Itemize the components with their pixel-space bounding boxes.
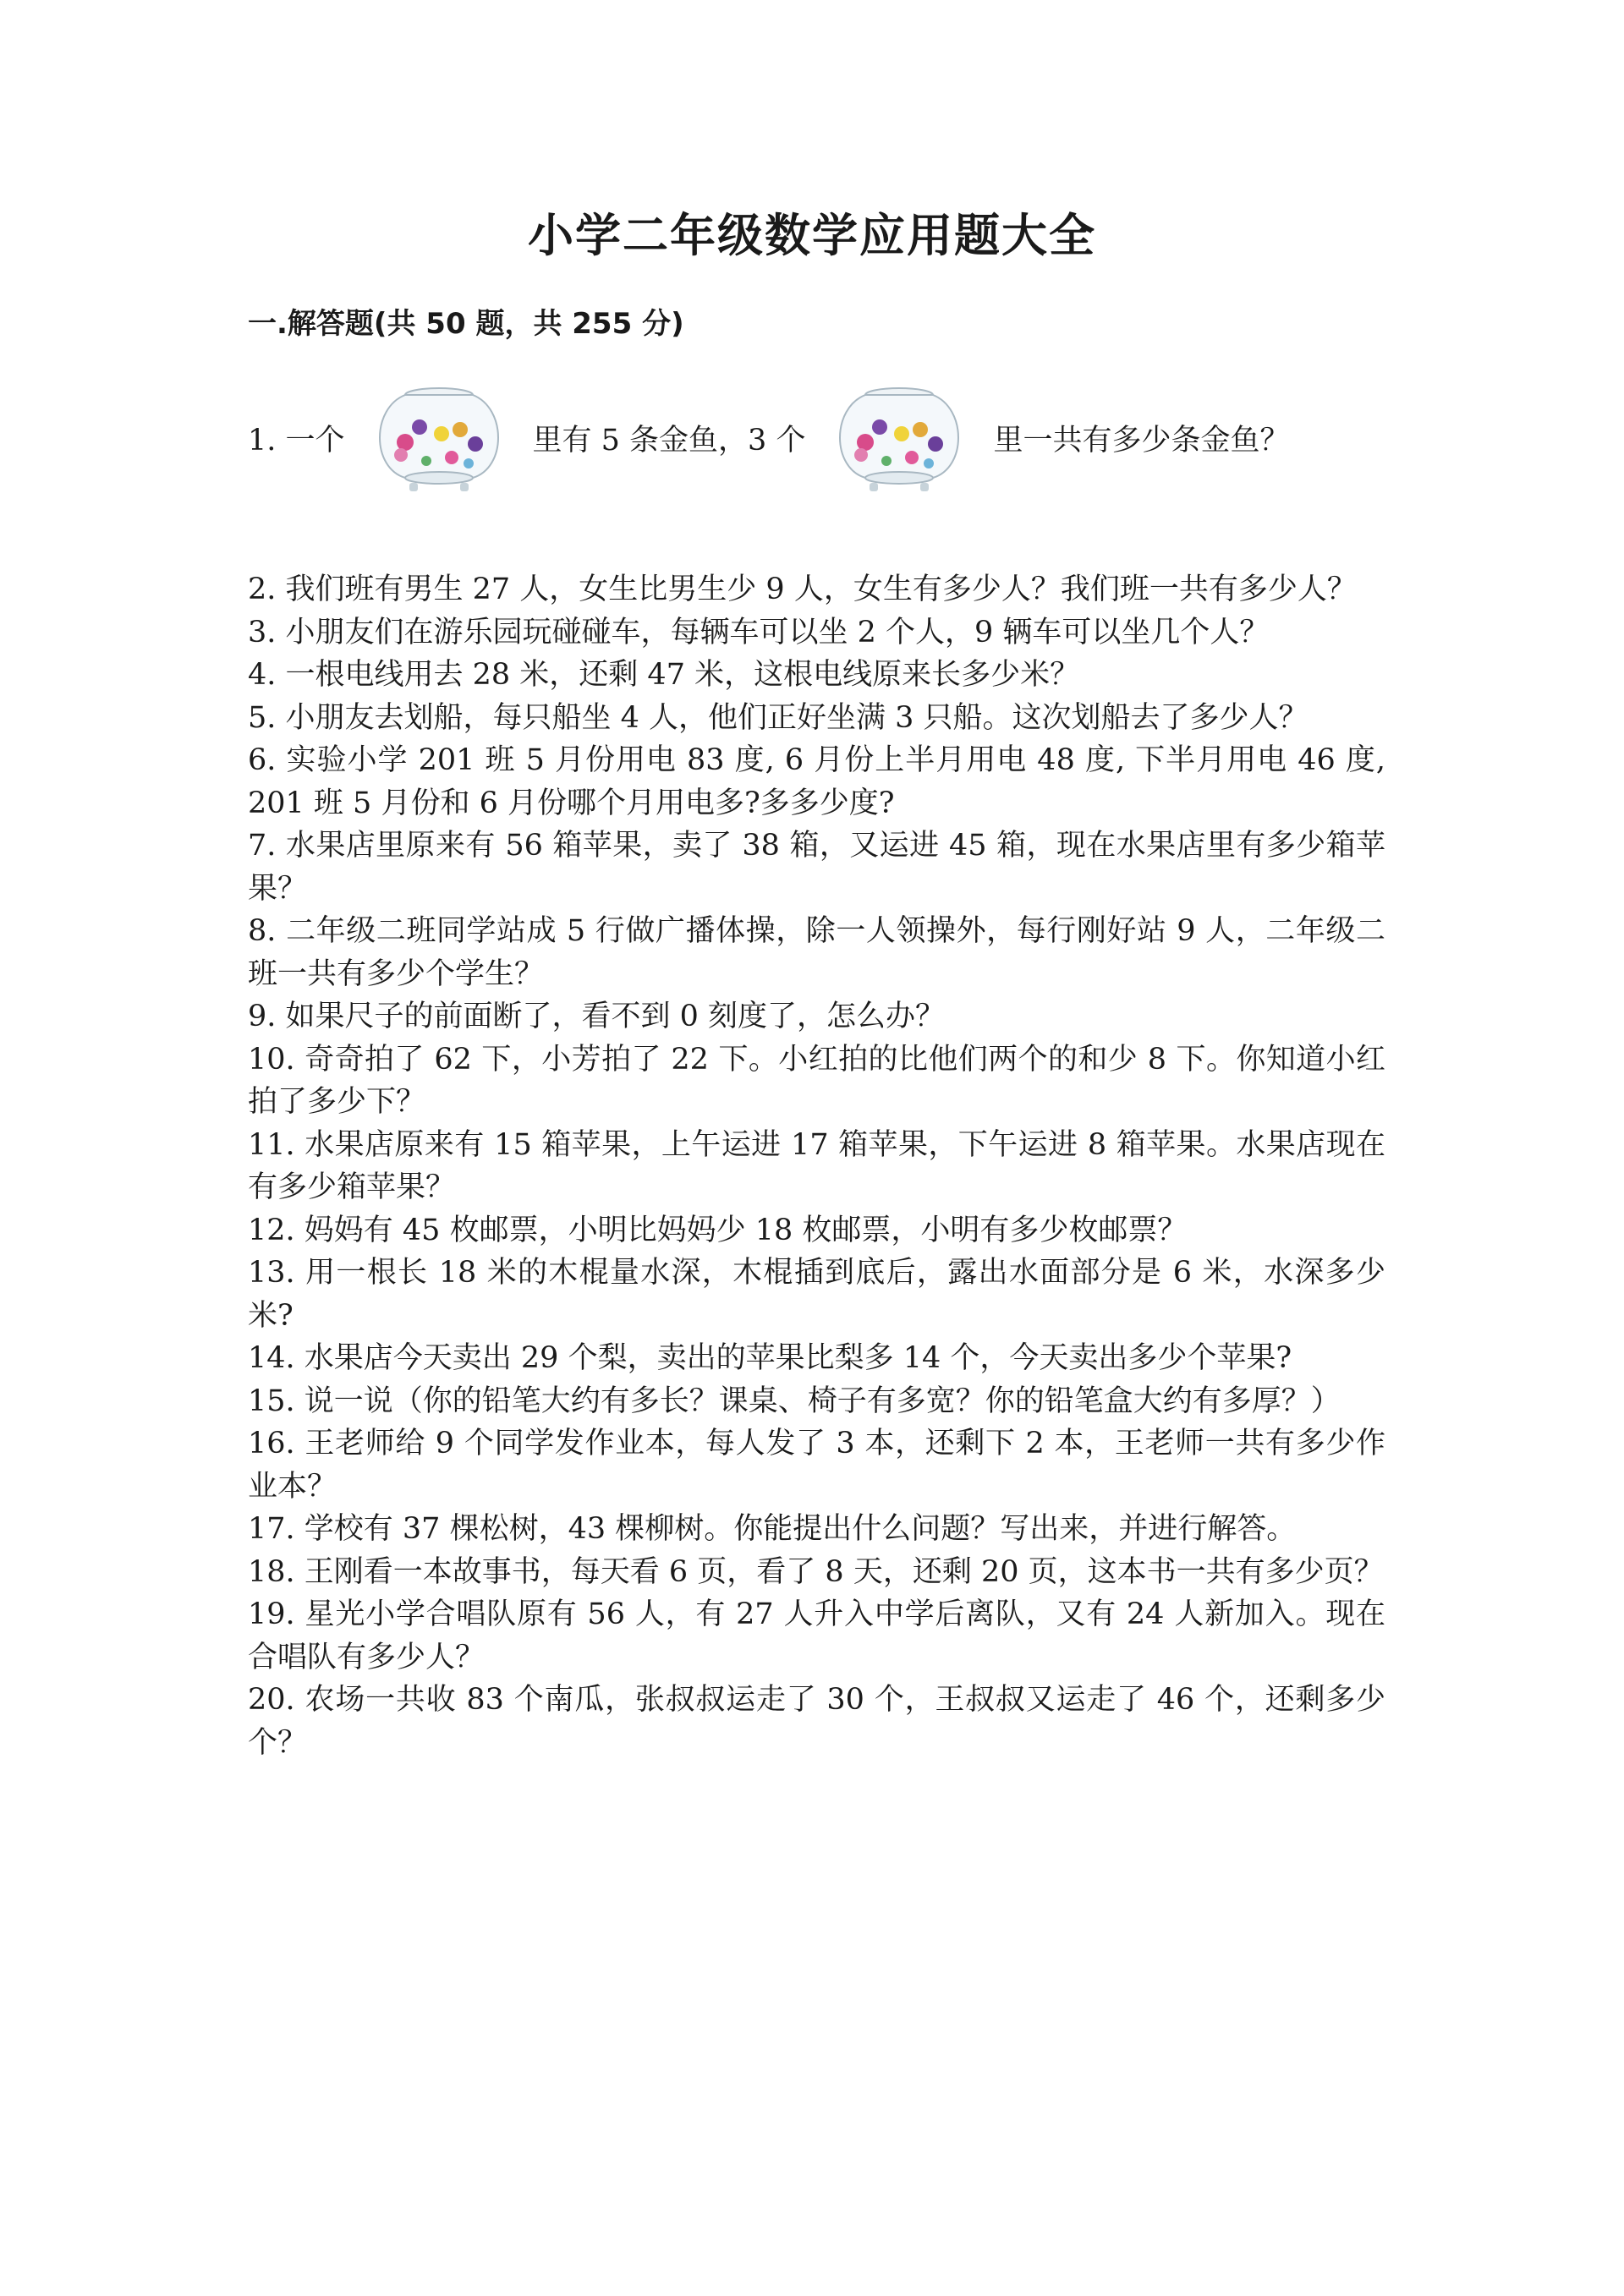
question-item: 11. 水果店原来有 15 箱苹果，上午运进 17 箱苹果，下午运进 8 箱苹果。水果店现在有多少箱苹果？ [248,1127,1385,1204]
question-item: 8. 二年级二班同学站成 5 行做广播体操，除一人领操外，每行刚好站 9 人，二年级二班一共有多少个学生？ [248,914,1385,991]
fishbowl-icon [367,383,511,493]
question-item: 6. 实验小学 201 班 5 月份用电 83 度, 6 月份上半月用电 48 度, 下半月用电 46 度, 201 班 5 月份和 6 月份哪个月用电多?多多少度? [248,743,1385,820]
question-item: 14. 水果店今天卖出 29 个梨，卖出的苹果比梨多 14 个，今天卖出多少个苹果? [248,1341,1292,1375]
question-item: 10. 奇奇拍了 62 下，小芳拍了 22 下。小红拍的比他们两个的和少 8 下。你知道小红拍了多少下？ [248,1042,1385,1119]
question-item: 16. 王老师给 9 个同学发作业本，每人发了 3 本，还剩下 2 本，王老师一共有多少作业本？ [248,1427,1385,1504]
question-item: 12. 妈妈有 45 枚邮票，小明比妈妈少 18 枚邮票，小明有多少枚邮票？ [248,1213,1188,1247]
question-1-text-middle: 里有 5 条金鱼，3 个 [532,424,806,458]
question-item: 7. 水果店里原来有 56 箱苹果，卖了 38 箱，又运进 45 箱，现在水果店里有多少箱苹果？ [248,829,1385,906]
section-heading: 一.解答题(共 50 题，共 255 分) [248,307,684,341]
question-item: 3. 小朋友们在游乐园玩碰碰车，每辆车可以坐 2 个人，9 辆车可以坐几个人？ [248,615,1270,649]
question-1 [248,379,1390,497]
question-1-text-start: 1. 一个 [248,424,345,458]
question-list [248,568,1385,1764]
question-item: 5. 小朋友去划船，每只船坐 4 人，他们正好坐满 3 只船。这次划船去了多少人？ [248,700,1309,735]
question-item: 13. 用一根长 18 米的木棍量水深，木棍插到底后，露出水面部分是 6 米，水深多少米? [248,1256,1385,1333]
fishbowl-icon [827,383,971,493]
question-item: 20. 农场一共收 83 个南瓜，张叔叔运走了 30 个，王叔叔又运走了 46 个，还剩多少个？ [248,1683,1385,1760]
question-1-text-end: 里一共有多少条金鱼？ [993,424,1290,458]
question-item: 4. 一根电线用去 28 米，还剩 47 米，这根电线原来长多少米？ [248,658,1080,692]
question-item: 2. 我们班有男生 27 人，女生比男生少 9 人，女生有多少人？我们班一共有多少人？ [248,573,1357,606]
question-item: 15. 说一说（你的铅笔大约有多长？课桌、椅子有多宽？你的铅笔盒大约有多厚？） [248,1384,1341,1418]
question-item: 18. 王刚看一本故事书，每天看 6 页，看了 8 天，还剩 20 页，这本书一共有多少页？ [248,1554,1384,1589]
page-title: 小学二年级数学应用题大全 [528,209,1096,262]
question-item: 17. 学校有 37 棵松树，43 棵柳树。你能提出什么问题？写出来，并进行解答。 [248,1512,1297,1546]
question-item: 19. 星光小学合唱队原有 56 人，有 27 人升入中学后离队，又有 24 人新加入。现在合唱队有多少人？ [248,1597,1385,1674]
question-item: 9. 如果尺子的前面断了，看不到 0 刻度了，怎么办？ [248,1000,946,1033]
